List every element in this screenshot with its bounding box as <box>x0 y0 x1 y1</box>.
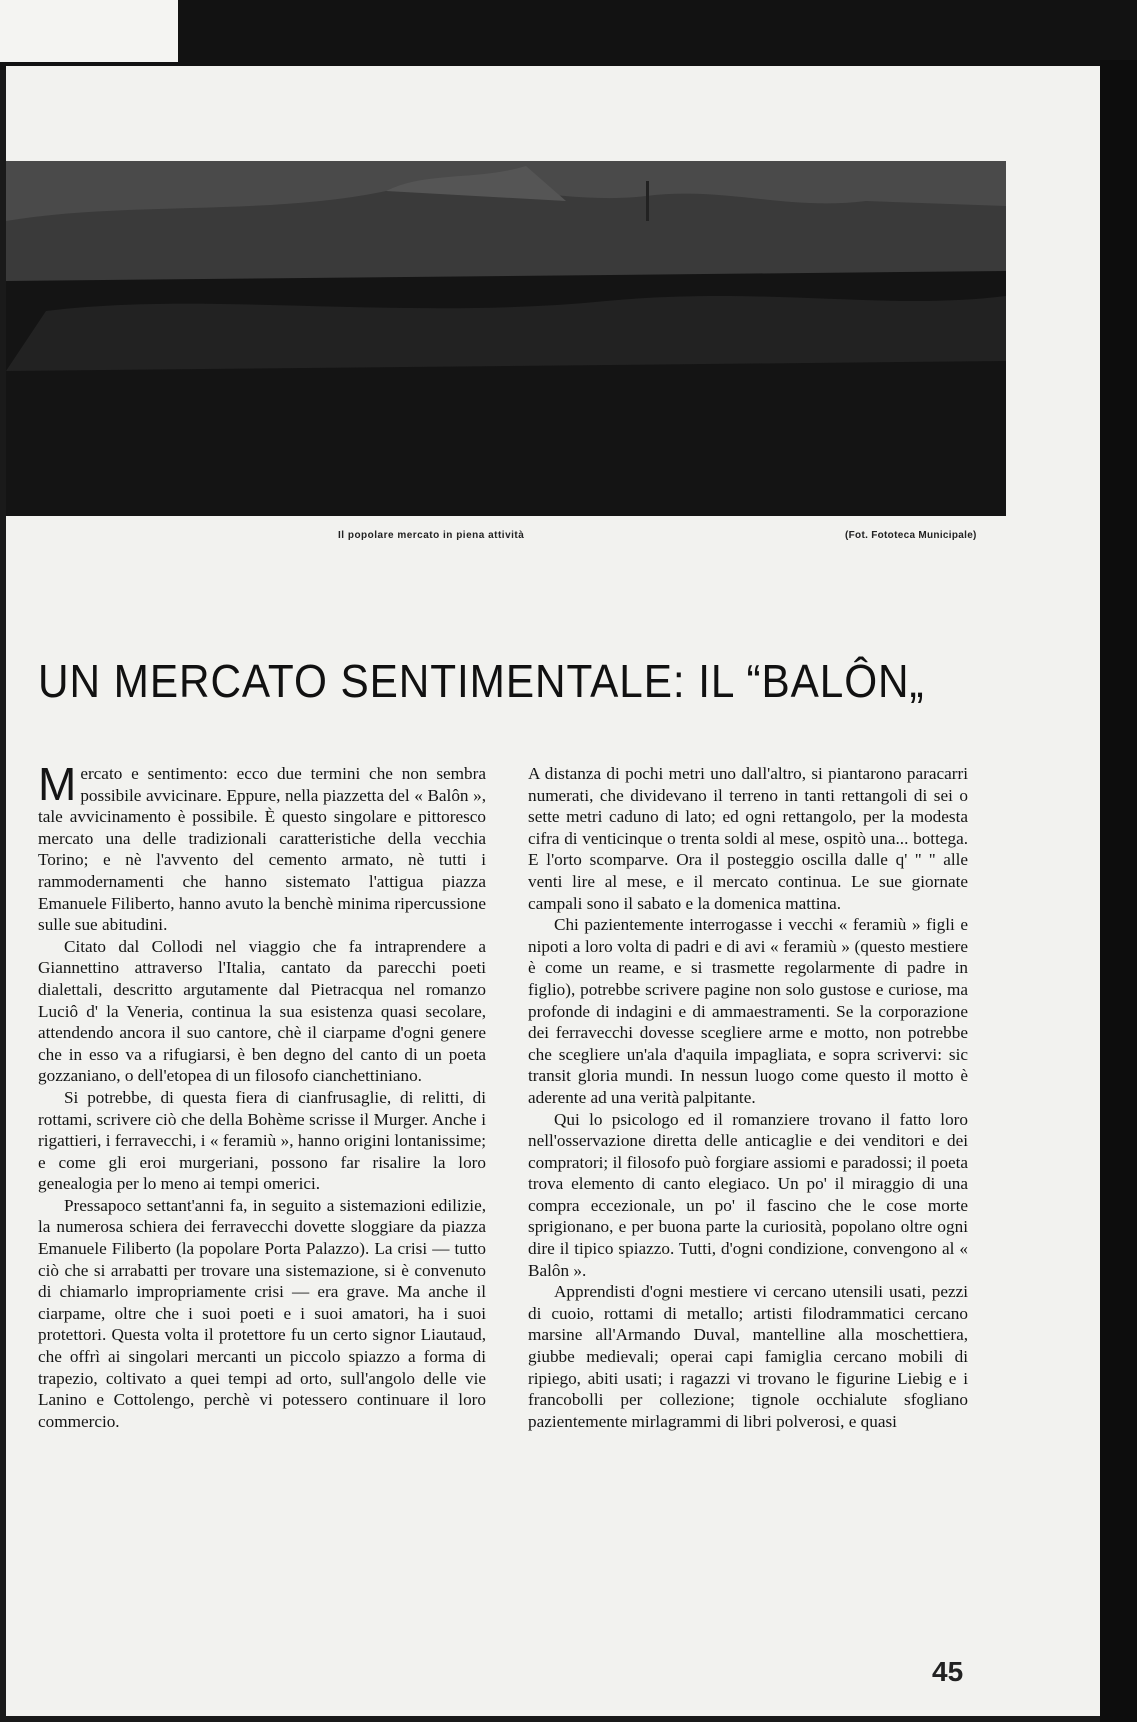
paragraph <box>38 758 486 936</box>
market-photo-image <box>6 161 1006 516</box>
article-title: UN MERCATO SENTIMENTALE: IL “BALÔN„ <box>38 655 925 707</box>
paragraph: Qui lo psicologo ed il romanziere trovano il fatto loro nell'osservazione diretta delle anticaglie e dei venditori e dei compratori; il filosofo può forgiare assiomi e paradossi; il poeta trova elemento di canto elegiaco. Un po' il miraggio di una compra eccezionale, un po' il fascino che le cose morte sprigionano, e per buona parte la curiosità, popolano oltre ogni dire il tipico spiazzo. Tutti, d'ogni condizione, convengono al « Balôn ». <box>528 1109 968 1280</box>
article-column-left <box>38 758 486 1432</box>
photo-caption <box>6 530 1100 548</box>
scan-margin-corner <box>0 0 178 62</box>
photo-credit: (Fot. Fototeca Municipale) <box>845 530 977 541</box>
market-photo <box>6 161 1006 516</box>
paragraph: Chi pazientemente interrogasse i vecchi « feramiù » figli e nipoti a loro volta di padri e di avi « feramiù » (questo mestiere è come un reame, e si trasmette regolarmente di padre in figlio), potrebbe scrivere pagine non solo gustose e curiose, ma profonde di indagini e di ammaestramenti. Se la corporazione dei ferravecchi dovesse scegliere arme e motto, non potrebbe che scegliere un'ala d'aquila impagliata, e sopra scrivervi: sic transit gloria mundi. In nessun luogo come questo il motto è aderente ad una verità palpitante. <box>528 915 968 1107</box>
magazine-page <box>6 66 1100 1716</box>
scan-right-edge <box>1100 60 1137 1722</box>
article-column-right <box>528 763 968 1432</box>
page-number: 45 <box>932 1656 964 1687</box>
drop-cap: M <box>38 758 77 810</box>
paragraph: Citato dal Collodi nel viaggio che fa intraprendere a Giannettino attraverso l'Italia, cantato da parecchi poeti dialettali, descritto argutamente dal Pietracqua nel romanzo Luciô d' la Veneria, continua la sua esistenza quasi secolare, attendendo ancora il suo cantore, chè il ciarpame d'ogni genere che in esso va a rifugiarsi, è ben degno del canto di un poeta gozzaniano, o dell'etopea di un filosofo cianchettiniano. <box>38 936 486 1086</box>
paragraph: Si potrebbe, di questa fiera di cianfrusaglie, di relitti, di rottami, scrivere ciò che della Bohème scrisse il Murger. Anche i rigattieri, i ferravecchi, i « feramiù », hanno origini lontanissime; e come gli eroi murgeriani, possono far risalire la loro genealogia per lo meno ai tempi omerici. <box>38 1087 486 1194</box>
photo-caption-text: Il popolare mercato in piena attività <box>338 530 525 541</box>
paragraph: Pressapoco settant'anni fa, in seguito a sistemazioni edilizie, la numerosa schiera dei ferravecchi dovette sloggiare da piazza Emanuele Filiberto (la popolare Porta Palazzo). La crisi — tutto ciò che si arrabatti per trovare una sistemazione, si è convenuto di chiamarlo impropriamente crisi — era grave. Ma anche il ciarpame, oltre che i suoi poeti e i suoi amatori, ha i suoi protettori. Questa volta il protettore fu un certo signor Liautaud, che offrì ai singolari mercanti un piccolo spiazzo a forma di trapezio, coltivato a quei tempi ad orto, sull'angolo delle vie Lanino e Cottolengo, perchè vi potessero continuare il loro commercio. <box>38 1195 486 1431</box>
paragraph-text: ercato e sentimento: ecco due termini che non sembra possibile avvicinare. Eppure, nella piazzetta del « Balôn », tale avvicinamento è possibile. È questo singolare e pittoresco mercato una delle tradizionali caratteristiche della vecchia Torino; e nè l'avvento del cemento armato, nè tutti i rammodernamenti che hanno sistemato l'attigua piazza Emanuele Filiberto, hanno avuto la benchè minima ripercussione sulle sue abitudini. <box>38 764 486 935</box>
paragraph: Apprendisti d'ogni mestiere vi cercano utensili usati, pezzi di cuoio, rottami di metallo; artisti filodrammatici cercano marsine all'Armando Duval, mantelline alla moschettiera, giubbe medievali; operai capi famiglia cercano mobili di ripiego, abiti usati; i ragazzi vi trovano le figurine Liebig e i francobolli per collezione; tignole occhialute sfogliano pazientemente mirlagrammi di libri polverosi, e quasi <box>528 1282 968 1431</box>
paragraph: A distanza di pochi metri uno dall'altro, si piantarono paracarri numerati, che dividevano il terreno in tanti rettangoli di sei o sette metri caduno di lato; ed ogni rettangolo, per la modesta cifra di venticinque o trenta soldi al mese, ospitò una... bottega. E l'orto scomparve. Ora il posteggio oscilla dalle q' '' '' alle venti lire al mese, e il mercato continua. Le sue giornate campali sono il sabato e la domenica mattina. <box>528 764 968 913</box>
